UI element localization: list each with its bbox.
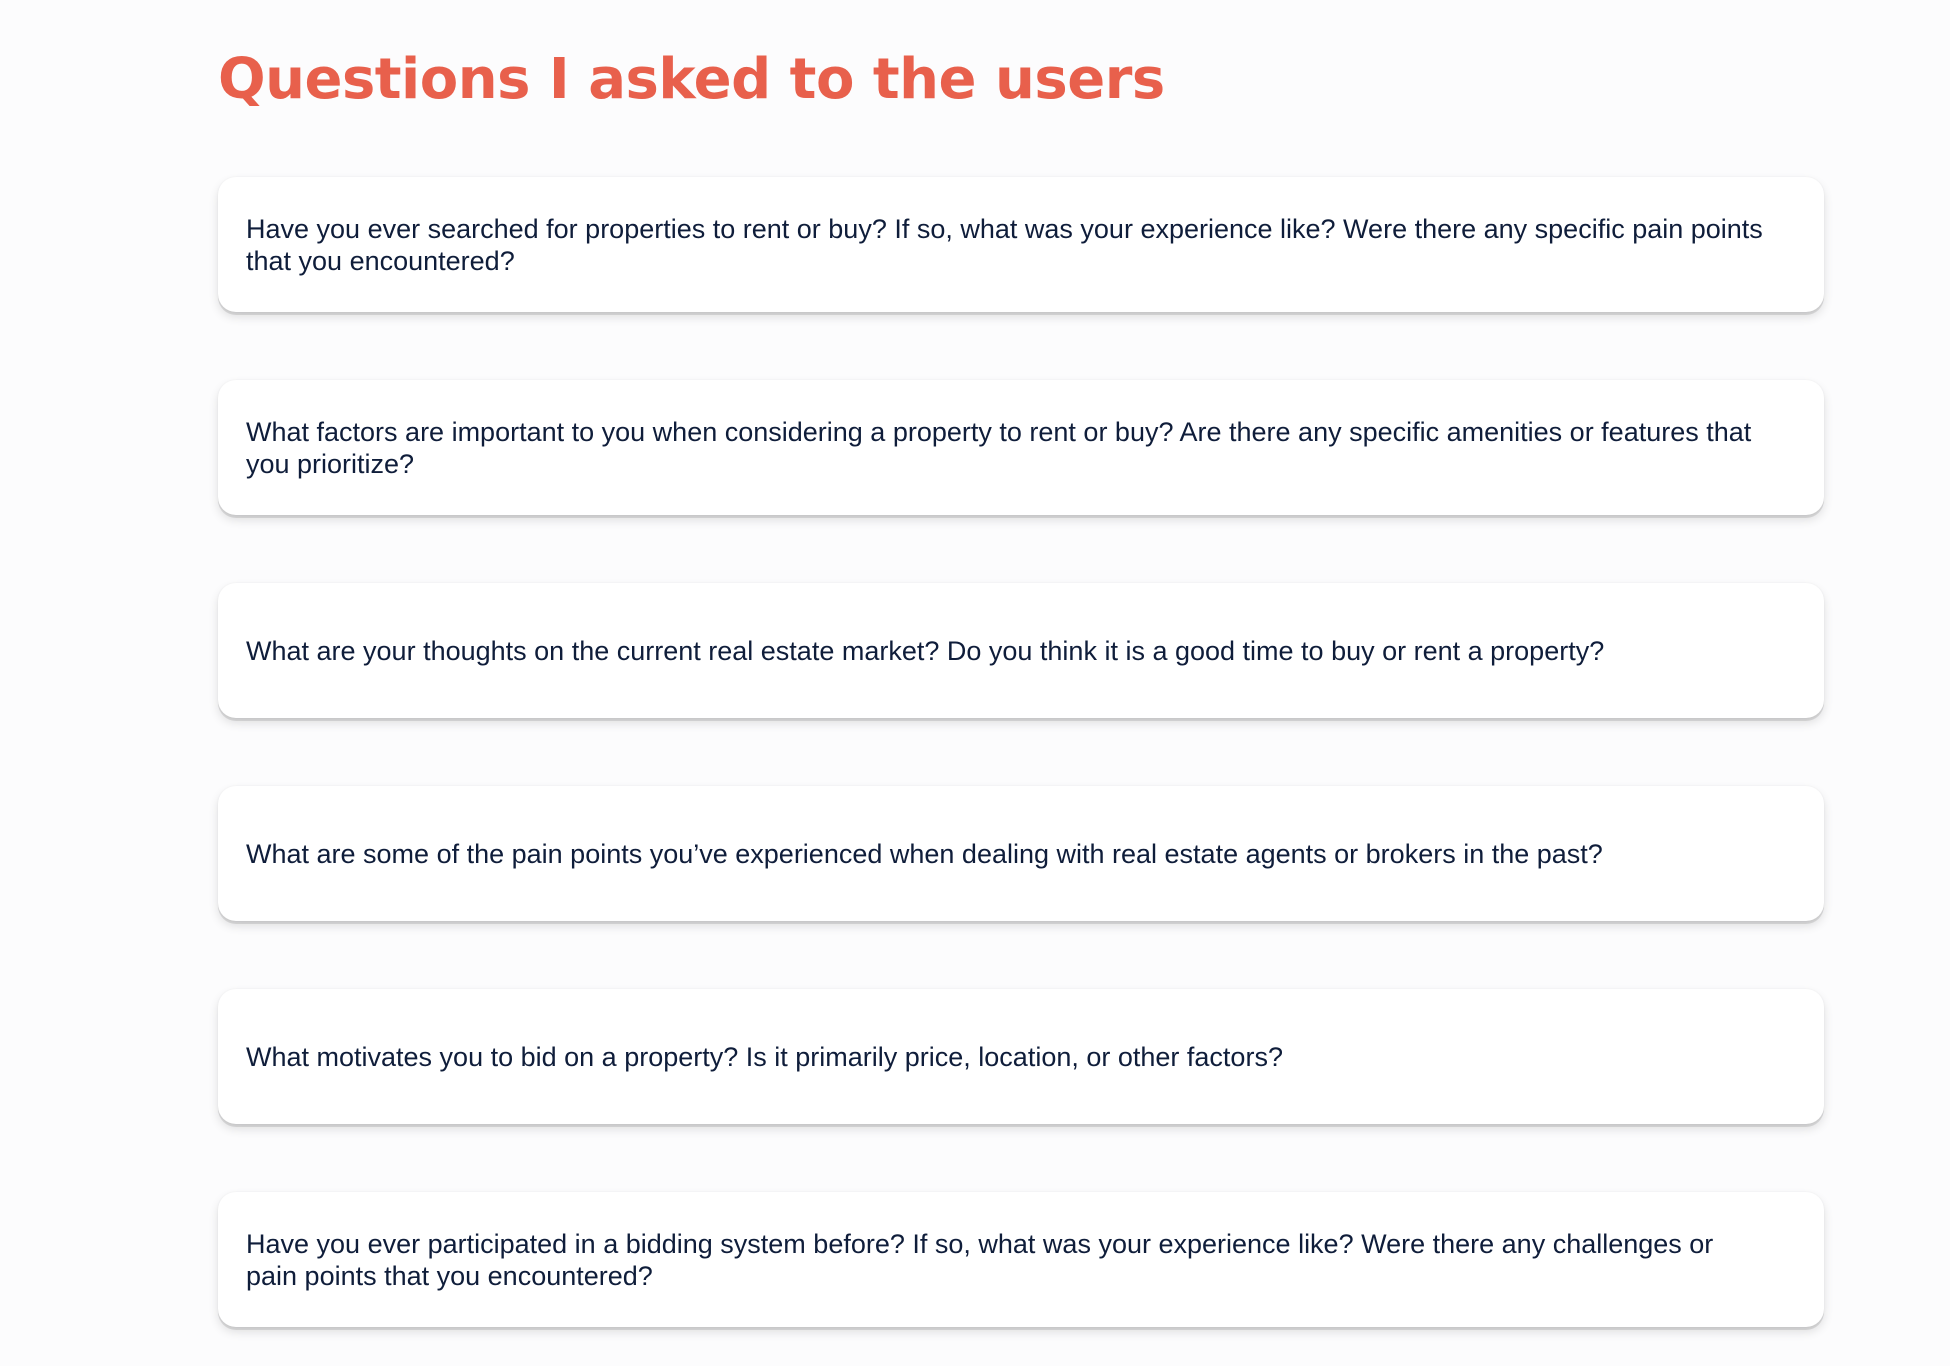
question-text: What are your thoughts on the current real estate market? Do you think it is a good time to buy or rent a property?	[246, 635, 1605, 666]
question-text: What are some of the pain points you’ve experienced when dealing with real estate agents or brokers in the past?	[246, 838, 1603, 869]
question-text: Have you ever searched for properties to rent or buy? If so, what was your experience like? Were there any specific pain points that you encountered?	[246, 213, 1763, 276]
question-card	[218, 989, 1824, 1124]
question-card	[218, 1192, 1824, 1327]
page-title: Questions I asked to the users	[218, 47, 1165, 112]
question-card	[218, 380, 1824, 515]
question-text: What factors are important to you when considering a property to rent or buy? Are there any specific amenities or features that you prioritize?	[246, 416, 1752, 479]
question-card	[218, 583, 1824, 718]
question-card	[218, 177, 1824, 312]
question-text: Have you ever participated in a bidding system before? If so, what was your experience like? Were there any challenges or pain points that you encountered?	[246, 1228, 1714, 1291]
question-text: What motivates you to bid on a property? Is it primarily price, location, or other factors?	[246, 1041, 1283, 1072]
questions-list	[218, 177, 1824, 1327]
question-card	[218, 786, 1824, 921]
